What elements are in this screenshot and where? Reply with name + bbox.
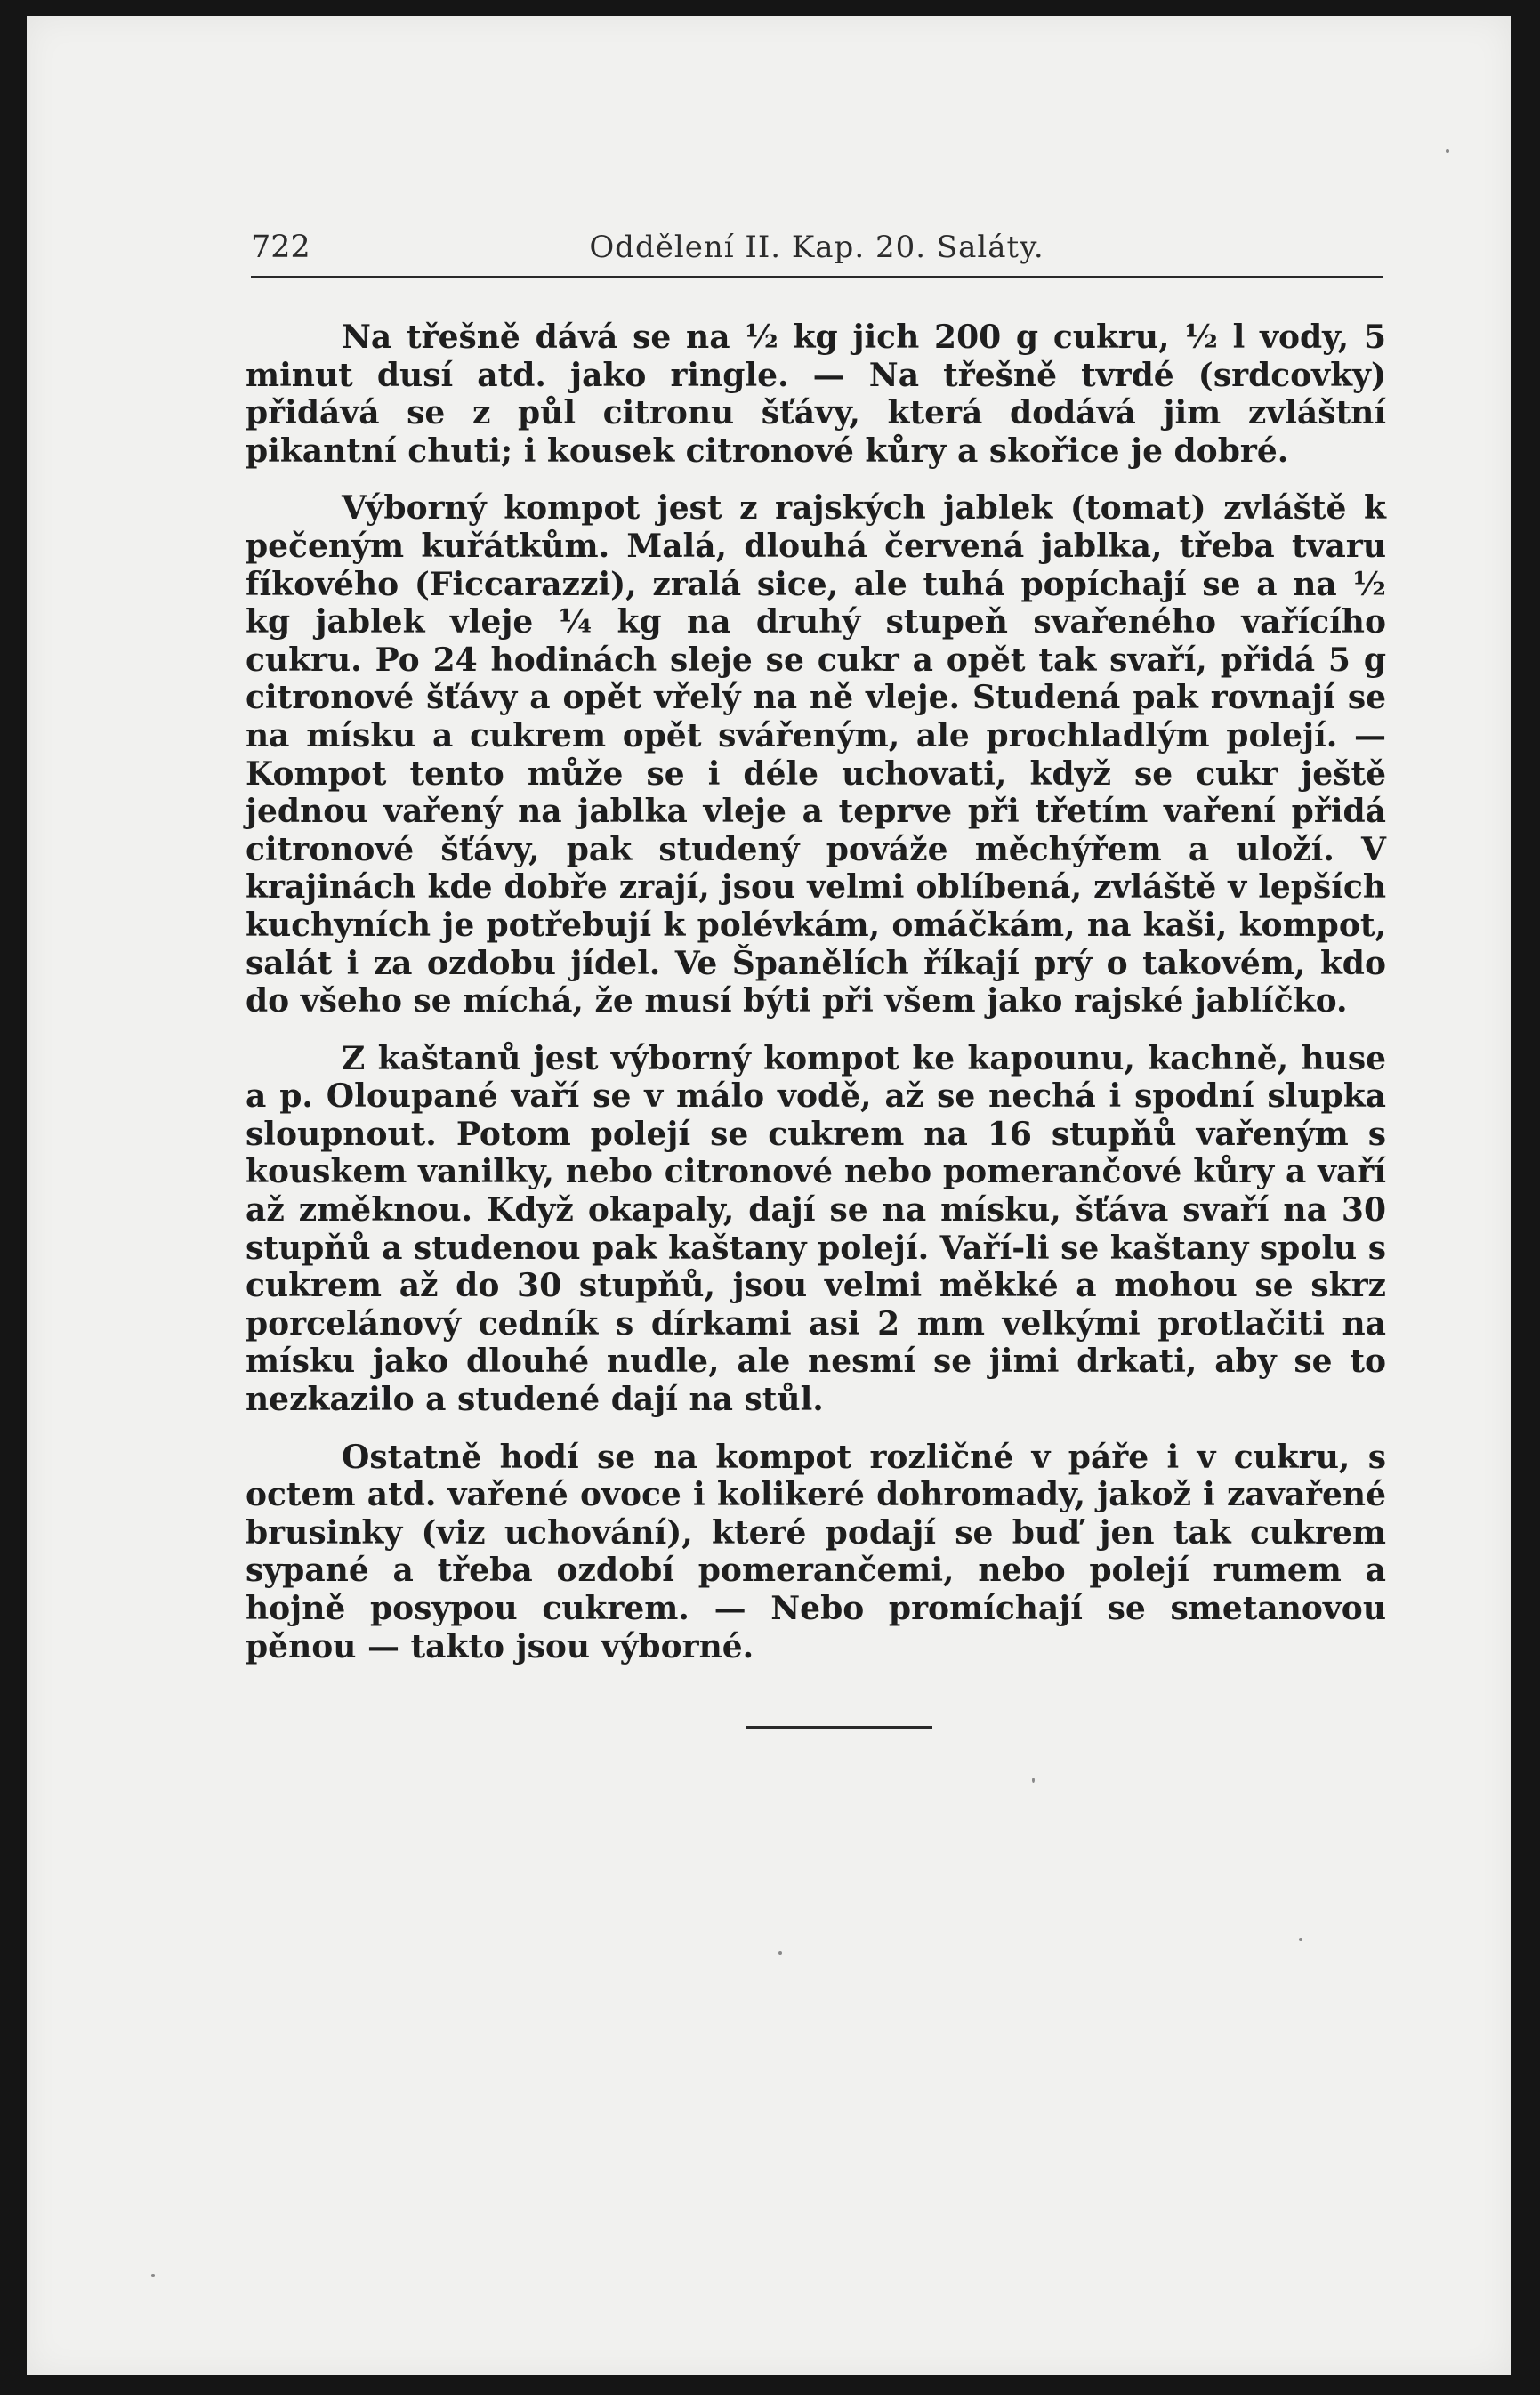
book-page <box>27 16 1511 2375</box>
paragraph-other-fruit: Ostatně hodí se na kompot rozličné v páře i v cukru, s octem atd. vařené ovoce i kolikeré dohromady, jakož i zavařené brusinky (viz uchování), které podají se buď jen tak cukrem sypané a třeba ozdobí pomerančemi, nebo polejí rumem a hojně posypou cukrem. — Nebo promíchají se smetanovou pěnou — takto jsou výborné. <box>246 1438 1386 1665</box>
paragraph-cherries: Na třešně dává se na ½ kg jich 200 g cukru, ½ l vody, 5 minut dusí atd. jako ringle. — Na třešně tvrdé (srdcovky) přidává se z půl citronu šťávy, která dodává jim zvláštní pikantní chuti; i kousek citronové kůry a skořice je dobré. <box>246 319 1386 470</box>
paper-speck <box>1299 1938 1302 1941</box>
paragraph-tomatoes: Výborný kompot jest z rajských jablek (tomat) zvláště k pečeným kuřátkům. Malá, dlouhá červená jablka, třeba tvaru fíkového (Ficcarazzi), zralá sice, ale tuhá popíchají se a na ½ kg jablek vleje ¼ kg na druhý stupeň svařeného vařícího cukru. Po 24 hodinách sleje se cukr a opět tak svaří, přidá 5 g citronové šťávy a opět vřelý na ně vleje. Studená pak rovnají se na mísku a cukrem opět svářeným, ale prochladlým polejí. — Kompot tento může se i déle uchovati, když se cukr ještě jednou vařený na jablka vleje a teprve při třetím vaření přidá citronové šťávy, pak studený pováže měchýřem a uloží. V krajinách kde dobře zrají, jsou velmi oblíbená, zvláště v lepších kuchyních je potřebují k polévkám, omáčkám, na kaši, kompot, salát i za ozdobu jídel. Ve Španělích říkají prý o takovém, kdo do všeho se míchá, že musí býti při všem jako rajské jablíčko. <box>246 489 1386 1020</box>
running-title: Oddělení II. Kap. 20. Saláty. <box>589 230 1044 265</box>
section-end-rule <box>746 1726 932 1729</box>
paper-speck <box>778 1951 782 1955</box>
paragraph-chestnuts: Z kaštanů jest výborný kompot ke kapounu, kachně, huse a p. Oloupané vaří se v málo vodě, až se nechá i spodní slupka sloupnout. Potom polejí se cukrem na 16 stupňů vařeným s kouskem vanilky, nebo citronové nebo pomerančové kůry a vaří až změknou. Když okapaly, dají se na mísku, šťáva svaří na 30 stupňů a studenou pak kaštany polejí. Vaří-li se kaštany spolu s cukrem až do 30 stupňů, jsou velmi měkké a mohou se skrz porcelánový cedník s dírkami asi 2 mm velkými protlačiti na mísku jako dlouhé nudle, ale nesmí se jimi drkati, aby se to nezkazilo a studené dají na stůl. <box>246 1039 1386 1419</box>
paper-speck <box>1446 149 1449 153</box>
body-text <box>246 319 1386 1665</box>
page-number: 722 <box>251 230 310 265</box>
paper-speck <box>151 2274 155 2277</box>
paper-speck <box>1032 1778 1035 1783</box>
page-header <box>251 224 1383 278</box>
